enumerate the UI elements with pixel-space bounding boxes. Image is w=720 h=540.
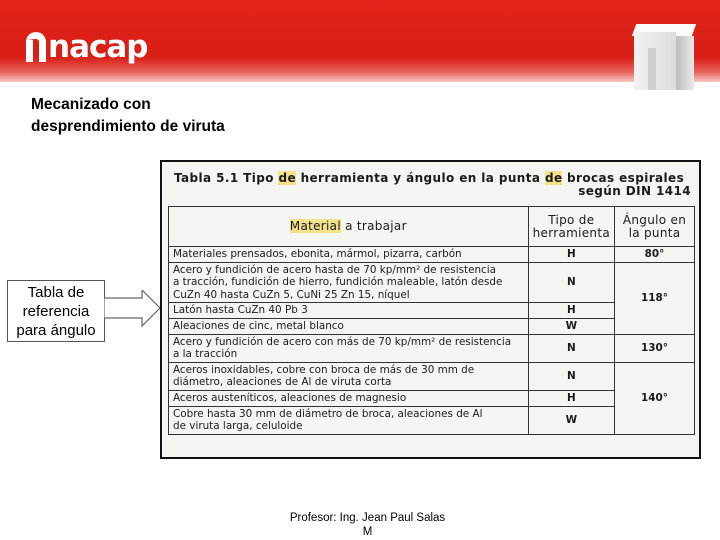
table-title-de2: de	[544, 171, 563, 185]
table-row: Latón hasta CuZn 40 Pb 3 H	[169, 303, 695, 319]
slide-title-line1: Mecanizado con	[31, 96, 151, 113]
footer-author	[270, 511, 465, 539]
table-row: Acero y fundición de acero con más de 70 kp/mm² de resistencia a la tracción N 130°	[169, 334, 695, 362]
logo-text: nacap	[48, 29, 148, 65]
spec-table	[168, 206, 695, 435]
table-row: Materiales prensados, ebonita, mármol, pizarra, carbón H 80°	[169, 247, 695, 263]
footer-line2: M	[362, 526, 373, 538]
slide-title	[31, 94, 331, 138]
table-title-de1: de	[278, 171, 296, 185]
inacap-logo	[26, 30, 147, 64]
header-angulo: Ángulo en la punta	[615, 207, 695, 247]
table-title-prefix: Tabla 5.1 Tipo	[174, 171, 279, 185]
table-title-mid: herramienta y ángulo en la punta	[296, 171, 545, 185]
table-row: Acero y fundición de acero hasta de 70 kp/mm² de resistencia a tracción, fundición de hierro, fundición maleable, latón desde CuZn 40 hasta CuZn 5, CuNi 25 Zn 15, níquel N 118°	[169, 262, 695, 303]
table-row: Cobre hasta 30 mm de diámetro de broca, aleaciones de Al de viruta larga, celuloide W	[169, 406, 695, 434]
table-title-suffix: brocas espirales	[562, 171, 685, 185]
footer-line1: Profesor: Ing. Jean Paul Salas	[289, 512, 446, 524]
table-title-line2: según DIN 1414	[578, 184, 691, 198]
header-tipo: Tipo de herramienta	[528, 207, 614, 247]
table-row: Aceros austeníticos, aleaciones de magnesio H	[169, 390, 695, 406]
callout-box	[7, 280, 105, 342]
header-band	[0, 0, 720, 82]
cube-logo-icon	[628, 22, 698, 92]
table-row: Aceros inoxidables, cobre con broca de más de 30 mm de diámetro, aleaciones de Al de viruta corta N 140°	[169, 362, 695, 390]
callout-text: Tabla de referencia para ángulo	[16, 283, 96, 339]
logo-mark-icon	[26, 32, 46, 62]
header-material: Material a trabajar	[169, 207, 529, 247]
table-title	[162, 162, 699, 206]
callout-arrow-icon	[104, 290, 164, 330]
table-row: Aleaciones de cinc, metal blanco W	[169, 318, 695, 334]
slide-title-line2: desprendimiento de viruta	[31, 118, 225, 135]
reference-table	[160, 160, 701, 459]
